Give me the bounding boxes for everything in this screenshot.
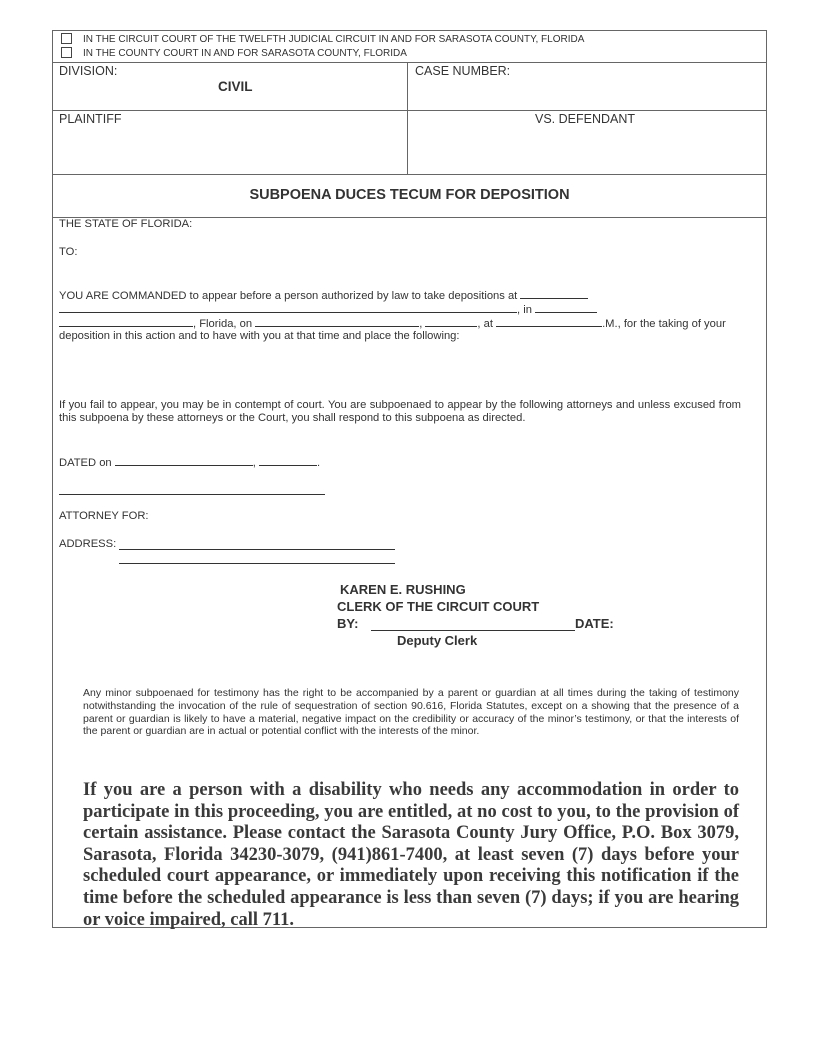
city-blank[interactable] <box>535 302 597 313</box>
circuit-court-checkbox[interactable] <box>61 33 72 44</box>
attorney-signature-line[interactable] <box>59 494 325 495</box>
clerk-signature-line[interactable] <box>371 630 575 631</box>
clerk-by-label: BY: <box>337 616 359 631</box>
address-line-1[interactable] <box>119 549 395 550</box>
dated-comma: , <box>252 457 256 469</box>
year-blank[interactable] <box>425 316 477 327</box>
clerk-date-label: DATE: <box>575 616 614 631</box>
at-word: , at <box>477 318 493 330</box>
division-value[interactable]: CIVIL <box>218 79 253 94</box>
clerk-title: CLERK OF THE CIRCUIT COURT <box>337 599 540 614</box>
dated-year-blank[interactable] <box>259 455 317 466</box>
case-number-label: CASE NUMBER: <box>415 64 511 78</box>
address-line-2[interactable] <box>119 563 395 564</box>
address-label: ADDRESS: <box>59 538 117 550</box>
clerk-name: KAREN E. RUSHING <box>340 582 466 597</box>
florida-on: , Florida, on <box>193 318 253 330</box>
defendant-label: VS. DEFENDANT <box>535 112 636 126</box>
disability-notice: If you are a person with a disability who needs any accommodation in order to participate in this proceeding, you are entitled, at no cost to you, to the provision of certain assistance. Please contact the Sarasota County Jury Office, P.O. Box 3079, Sarasota, Florida 34230-3079, (941)861-7400, at least seven (7) days before your scheduled court appearance, or immediately upon receiving this notification if the time before the scheduled appearance is less than seven (7) days; if you are hearing or voice impaired, call 711. <box>83 780 739 930</box>
plaintiff-field[interactable] <box>59 127 399 171</box>
in-word: , in <box>517 304 532 316</box>
m-for-taking: .M., for the taking of your <box>602 318 726 330</box>
deputy-clerk-label: Deputy Clerk <box>397 633 478 648</box>
division-label: DIVISION: <box>59 64 118 78</box>
page-title: SUBPOENA DUCES TECUM FOR DEPOSITION <box>249 187 570 203</box>
dated-blank[interactable] <box>115 455 253 466</box>
time-blank[interactable] <box>496 316 602 327</box>
state-of-florida: THE STATE OF FLORIDA: <box>59 218 193 230</box>
date-comma: , <box>419 318 423 330</box>
plaintiff-label: PLAINTIFF <box>59 112 122 126</box>
county-court-checkbox[interactable] <box>61 47 72 58</box>
circuit-court-label: IN THE CIRCUIT COURT OF THE TWELFTH JUDICIAL CIRCUIT IN AND FOR SARASOTA COUNTY, FLORIDA <box>83 34 585 45</box>
minor-notice: Any minor subpoenaed for testimony has the right to be accompanied by a parent or guardian at all times during the taking of testimony notwithstanding the invocation of the rule of sequestration of section 90.616, Florida Statutes, except on a showing that the presence of a parent or guardian is likely to have a material, negative impact on the credibility or accuracy of the minor’s testimony, or that the interests of the parent or guardian are in actual or potential conflict with the interests of the minor. <box>83 687 739 738</box>
city-line-blank[interactable] <box>59 316 193 327</box>
defendant-field[interactable] <box>415 127 755 171</box>
address-blank[interactable] <box>59 302 517 313</box>
dated-period: . <box>316 457 321 469</box>
date-blank[interactable] <box>255 316 419 327</box>
subpoena-form <box>52 30 767 928</box>
commanded-text: YOU ARE COMMANDED to appear before a person authorized by law to take depositions at <box>59 290 518 302</box>
county-court-label: IN THE COUNTY COURT IN AND FOR SARASOTA COUNTY, FLORIDA <box>83 48 407 59</box>
attorney-for-label: ATTORNEY FOR: <box>59 510 149 522</box>
to-label: TO: <box>59 246 78 258</box>
contempt-notice: If you fail to appear, you may be in contempt of court. You are subpoenaed to appear by the following attorneys and unless excused from this subpoena by these attorneys or the Court, you shall respond to this subpoena as directed. <box>59 399 741 424</box>
location-blank[interactable] <box>520 288 588 299</box>
dated-on-label: DATED on <box>59 457 112 469</box>
commanded-continuation: deposition in this action and to have with you at that time and place the following: <box>59 330 460 342</box>
case-number-field[interactable] <box>413 79 753 107</box>
